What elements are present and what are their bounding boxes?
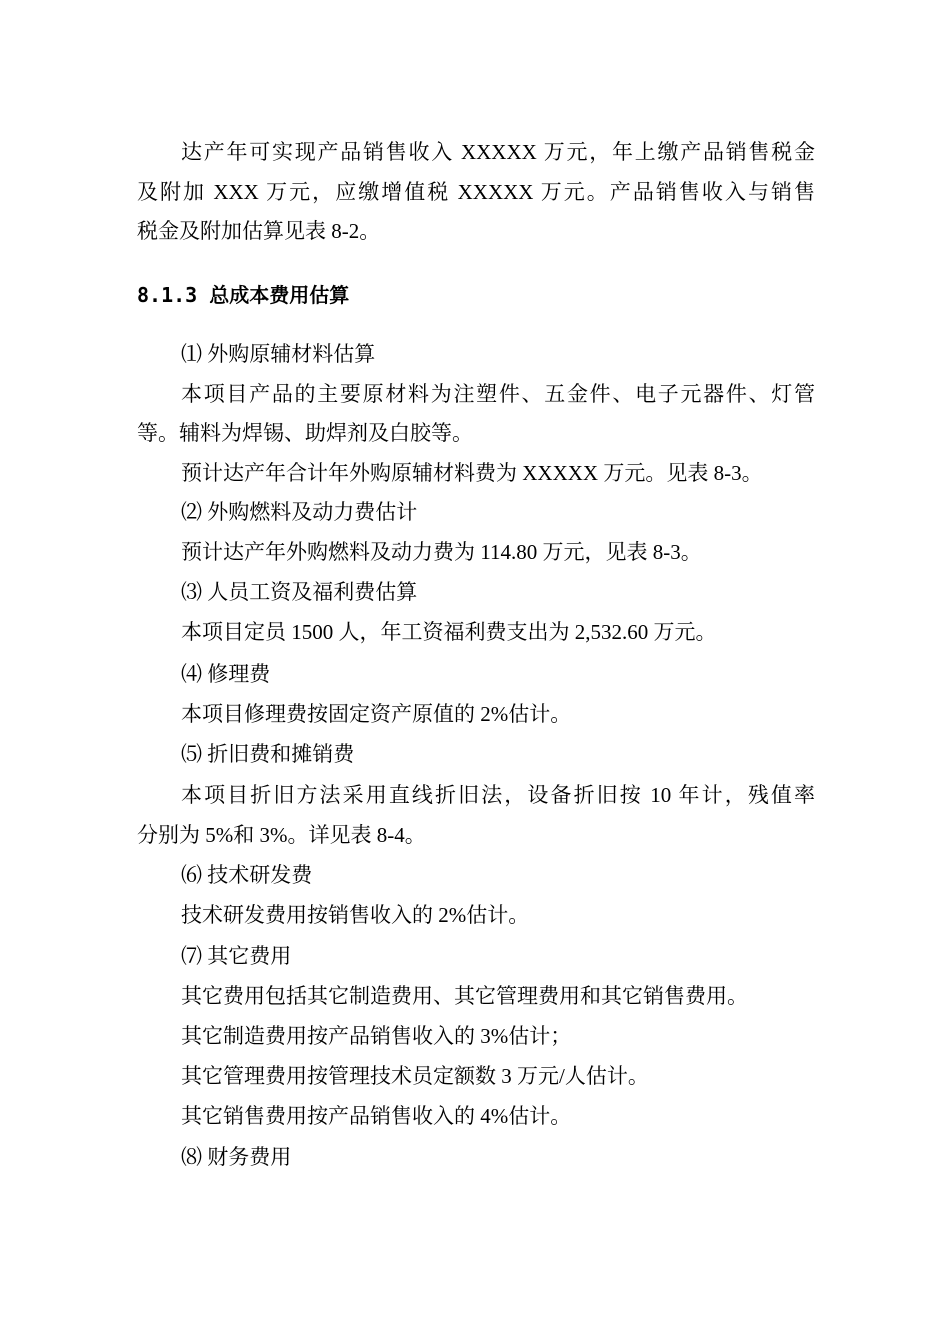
item-1-text-2: 等。辅料为焊锡、助焊剂及白胶等。 bbox=[137, 421, 473, 445]
item-5-text-2: 分别为 5%和 3%。详见表 8-4。 bbox=[137, 823, 426, 847]
item-7-text-4: 其它销售费用按产品销售收入的 4%估计。 bbox=[181, 1104, 572, 1128]
intro-line-2: 及附加 XXX 万元，应缴增值税 XXXXX 万元。产品销售收入与销售 bbox=[137, 180, 815, 204]
intro-line-1: 达产年可实现产品销售收入 XXXXX 万元，年上缴产品销售税金 bbox=[181, 140, 815, 164]
item-5-title: ⑸ 折旧费和摊销费 bbox=[181, 742, 355, 766]
item-3-title: ⑶ 人员工资及福利费估算 bbox=[181, 580, 418, 604]
item-4-title: ⑷ 修理费 bbox=[181, 662, 271, 686]
item-7-text-1: 其它费用包括其它制造费用、其它管理费用和其它销售费用。 bbox=[181, 984, 748, 1008]
item-6-text-1: 技术研发费用按销售收入的 2%估计。 bbox=[181, 903, 530, 927]
item-8-title: ⑻ 财务费用 bbox=[181, 1145, 292, 1169]
item-1-text-1: 本项目产品的主要原材料为注塑件、五金件、电子元器件、灯管 bbox=[181, 382, 815, 406]
item-7-text-3: 其它管理费用按管理技术员定额数 3 万元/人估计。 bbox=[181, 1064, 649, 1088]
item-3-text-1: 本项目定员 1500 人，年工资福利费支出为 2,532.60 万元。 bbox=[181, 620, 717, 644]
item-1-text-3: 预计达产年合计年外购原辅材料费为 XXXXX 万元。见表 8-3。 bbox=[181, 461, 763, 485]
section-heading: 8.1.3 总成本费用估算 bbox=[137, 283, 350, 307]
item-2-text-1: 预计达产年外购燃料及动力费为 114.80 万元，见表 8-3。 bbox=[181, 540, 702, 564]
item-6-title: ⑹ 技术研发费 bbox=[181, 863, 313, 887]
item-5-text-1: 本项目折旧方法采用直线折旧法，设备折旧按 10 年计，残值率 bbox=[181, 783, 815, 807]
item-7-title: ⑺ 其它费用 bbox=[181, 944, 292, 968]
item-1-title: ⑴ 外购原辅材料估算 bbox=[181, 342, 376, 366]
item-2-title: ⑵ 外购燃料及动力费估计 bbox=[181, 500, 418, 524]
item-7-text-2: 其它制造费用按产品销售收入的 3%估计； bbox=[181, 1024, 572, 1048]
item-4-text-1: 本项目修理费按固定资产原值的 2%估计。 bbox=[181, 702, 572, 726]
intro-line-3: 税金及附加估算见表 8-2。 bbox=[137, 219, 381, 243]
